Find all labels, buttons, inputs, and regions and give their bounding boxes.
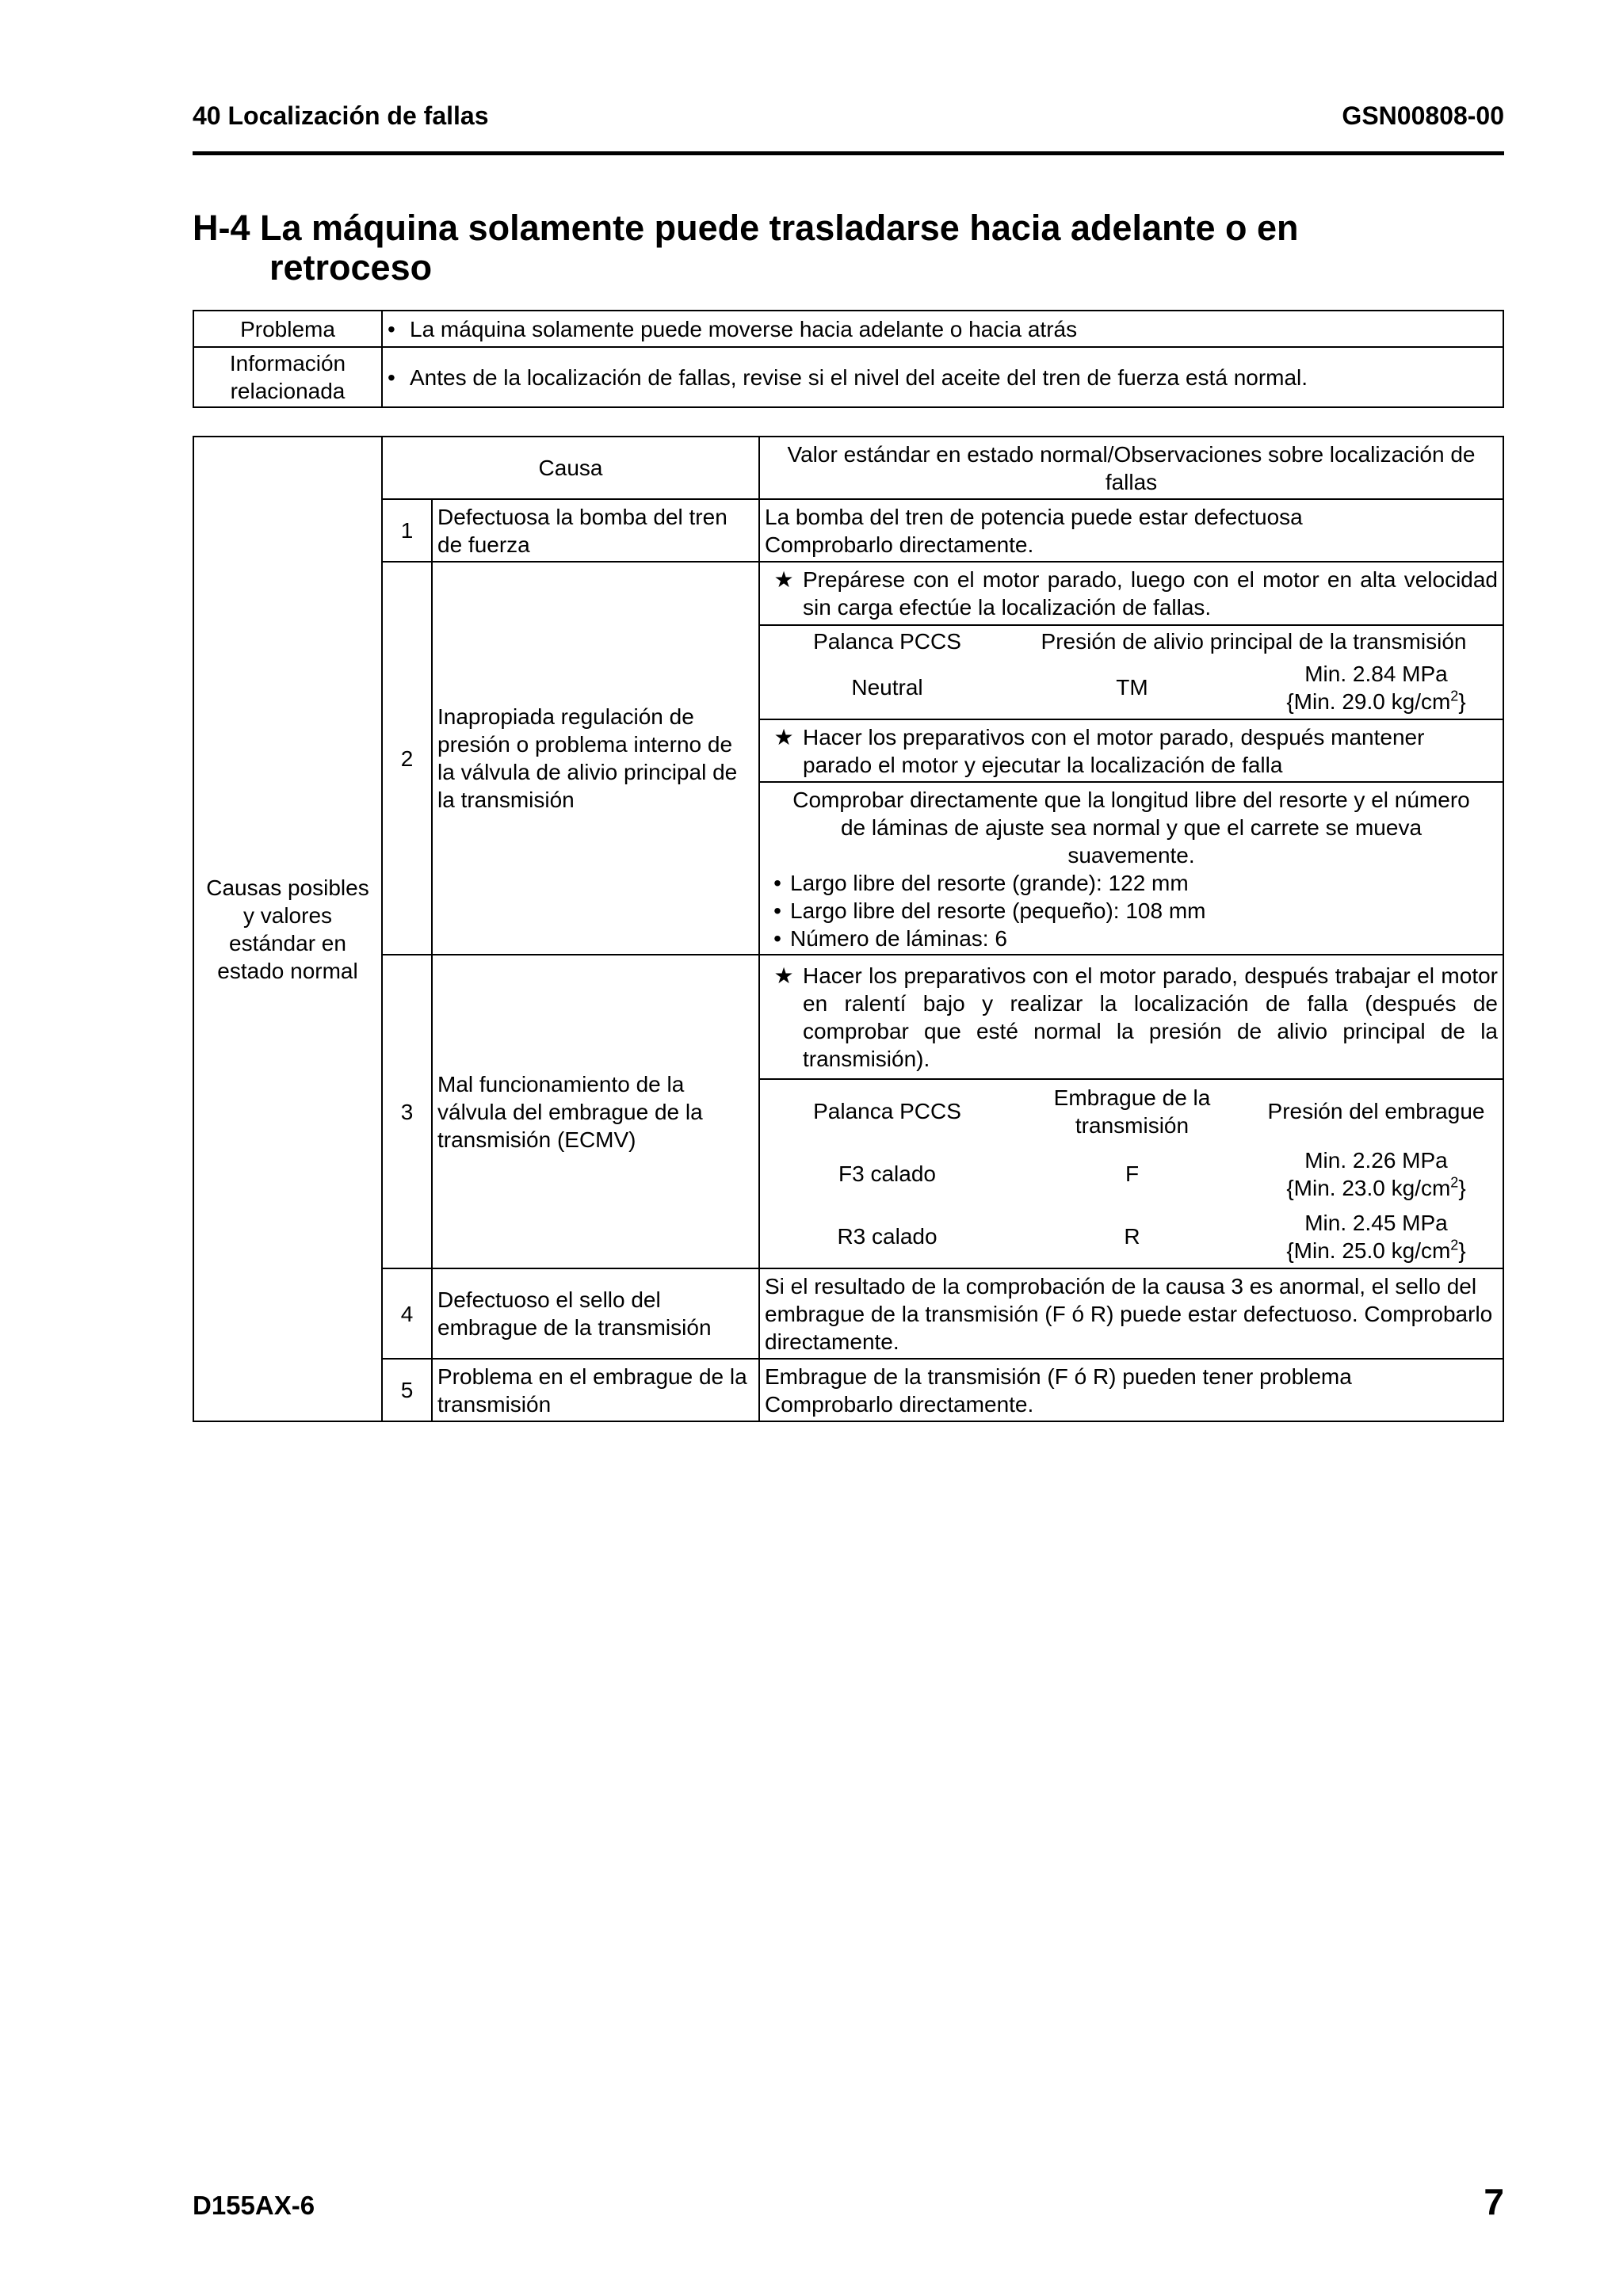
list-item-text: Número de láminas: 6 bbox=[790, 926, 1007, 951]
table-row bbox=[193, 499, 1503, 562]
pressure-subtable-cell bbox=[759, 625, 1503, 719]
info-cell bbox=[382, 347, 1503, 407]
bullet: • bbox=[773, 871, 781, 895]
note-text: Hacer los preparativos con el motor parado, después trabajar el motor en ralentí bajo y realizar la localización de falla (después de comprobar que esté normal la presión de alivio principal de la transmisión). bbox=[803, 963, 1498, 1071]
standard-cell: Si el resultado de la comprobación de la causa 3 es anormal, el sello del embrague de la transmisión (F ó R) puede estar defectuoso. Comprobarlo directamente. bbox=[759, 1268, 1503, 1359]
superscript: 2 bbox=[1450, 1237, 1459, 1253]
info-label: Información relacionada bbox=[193, 347, 382, 407]
standard-note bbox=[759, 955, 1503, 1079]
sub-header: Presión de alivio principal de la transmisión bbox=[1041, 628, 1467, 654]
page-title bbox=[193, 208, 1504, 288]
pressure-kgcm2-text: {Min. 25.0 kg/cm bbox=[1286, 1238, 1451, 1263]
cause-text: Defectuosa la bomba del tren de fuerza bbox=[432, 499, 759, 562]
standard-line: La bomba del tren de potencia puede estar defectuosa bbox=[765, 504, 1303, 529]
pressure-subtable-cell bbox=[759, 1079, 1503, 1268]
title-line-1: H-4 La máquina solamente puede trasladarse hacia adelante o en bbox=[193, 208, 1299, 248]
check-text: Comprobar directamente que la longitud libre del resorte y el número de láminas de ajuste sea normal y que el carrete se mueva suavemente. bbox=[792, 788, 1470, 868]
info-text: Antes de la localización de fallas, revise si el nivel del aceite del tren de fuerza está normal. bbox=[410, 364, 1308, 390]
pressure-kgcm2 bbox=[1254, 1237, 1498, 1264]
star-icon: ★ bbox=[773, 724, 794, 749]
table-row bbox=[193, 562, 1503, 625]
standard-cell bbox=[759, 1359, 1503, 1421]
note-text: Hacer los preparativos con el motor parado, después mantener parado el motor y ejecutar la localización de falla bbox=[803, 724, 1425, 777]
standard-check bbox=[759, 782, 1503, 955]
sub-header: Palanca PCCS bbox=[813, 1099, 961, 1123]
sub-header-row bbox=[765, 626, 1498, 656]
info-row bbox=[193, 347, 1503, 407]
title-line-2: retroceso bbox=[269, 247, 433, 288]
table-row bbox=[193, 955, 1503, 1079]
table-row bbox=[193, 1359, 1503, 1421]
problem-label: Problema bbox=[193, 311, 382, 347]
sub-cell: R3 calado bbox=[837, 1224, 938, 1249]
bullet: • bbox=[773, 898, 781, 923]
problem-text: La máquina solamente puede moverse hacia adelante o hacia atrás bbox=[410, 316, 1078, 341]
sub-cell: TM bbox=[1116, 675, 1148, 700]
brace: } bbox=[1458, 1238, 1466, 1263]
sub-header: Palanca PCCS bbox=[813, 628, 961, 654]
list-item-text: Largo libre del resorte (grande): 122 mm bbox=[790, 871, 1189, 895]
cause-number: 2 bbox=[382, 562, 432, 955]
pressure-mpa: Min. 2.84 MPa bbox=[1304, 661, 1448, 686]
page-number: 7 bbox=[1484, 2181, 1504, 2222]
main-relief-subtable bbox=[765, 626, 1498, 719]
pressure-kgcm2-text: {Min. 23.0 kg/cm bbox=[1286, 1175, 1451, 1200]
cause-number: 4 bbox=[382, 1268, 432, 1359]
cause-text: Mal funcionamiento de la válvula del embrague de la transmisión (ECMV) bbox=[432, 955, 759, 1268]
superscript: 2 bbox=[1450, 688, 1459, 704]
page-header bbox=[193, 101, 1504, 136]
table-row bbox=[193, 1268, 1503, 1359]
sub-cell bbox=[1254, 1205, 1498, 1268]
sub-header: Embrague de la transmisión bbox=[1053, 1085, 1211, 1138]
star-icon: ★ bbox=[773, 963, 794, 988]
sub-cell: F bbox=[1125, 1161, 1140, 1186]
causes-header-row bbox=[193, 437, 1503, 499]
brace: } bbox=[1458, 688, 1466, 714]
sub-cell: R bbox=[1124, 1224, 1140, 1249]
clutch-pressure-subtable bbox=[765, 1080, 1498, 1268]
standard-note bbox=[759, 719, 1503, 782]
standard-line: Comprobarlo directamente. bbox=[765, 1391, 1034, 1417]
brace: } bbox=[1458, 1175, 1466, 1200]
col-cause-header: Causa bbox=[382, 437, 759, 499]
pressure-kgcm2 bbox=[1254, 1174, 1498, 1202]
causes-table bbox=[193, 436, 1504, 1422]
list-item bbox=[765, 925, 1498, 952]
note-text: Prepárese con el motor parado, luego con el motor en alta velocidad sin carga efectúe la localización de fallas. bbox=[803, 567, 1498, 620]
header-rule bbox=[193, 151, 1504, 155]
sub-cell bbox=[1254, 656, 1498, 719]
bullet: • bbox=[773, 926, 781, 951]
cause-text: Defectuoso el sello del embrague de la transmisión bbox=[432, 1268, 759, 1359]
star-icon: ★ bbox=[773, 567, 794, 592]
standard-line: Comprobarlo directamente. bbox=[765, 532, 1034, 557]
standard-line: Embrague de la transmisión (F ó R) pueden tener problema bbox=[765, 1363, 1352, 1389]
sub-cell: F3 calado bbox=[838, 1161, 936, 1186]
sub-cell bbox=[1254, 1142, 1498, 1205]
cause-number: 3 bbox=[382, 955, 432, 1268]
problem-cell bbox=[382, 311, 1503, 347]
cause-text: Problema en el embrague de la transmisión bbox=[432, 1359, 759, 1421]
standard-note bbox=[759, 562, 1503, 625]
document-code: GSN00808-00 bbox=[1342, 101, 1504, 130]
sub-header-row bbox=[765, 1080, 1498, 1142]
cause-number: 1 bbox=[382, 499, 432, 562]
pressure-kgcm2-text: {Min. 29.0 kg/cm bbox=[1286, 688, 1451, 714]
pressure-mpa: Min. 2.45 MPa bbox=[1304, 1210, 1448, 1235]
superscript: 2 bbox=[1450, 1174, 1459, 1191]
list-item bbox=[765, 869, 1498, 897]
cause-text: Inapropiada regulación de presión o problema interno de la válvula de alivio principal de la transmisión bbox=[432, 562, 759, 955]
side-label: Causas posibles y valores estándar en estado normal bbox=[193, 437, 382, 1421]
pressure-kgcm2 bbox=[1254, 688, 1498, 715]
summary-table bbox=[193, 310, 1504, 408]
bullet: • bbox=[388, 364, 395, 390]
problem-row bbox=[193, 311, 1503, 347]
sub-header: Presión del embrague bbox=[1267, 1099, 1485, 1123]
pressure-mpa: Min. 2.26 MPa bbox=[1304, 1147, 1448, 1173]
sub-row bbox=[765, 656, 1498, 719]
sub-row bbox=[765, 1142, 1498, 1205]
standard-cell bbox=[759, 499, 1503, 562]
model-code: D155AX-6 bbox=[193, 2191, 315, 2220]
list-item-text: Largo libre del resorte (pequeño): 108 mm bbox=[790, 898, 1206, 923]
bullet: • bbox=[388, 316, 395, 341]
section-title: 40 Localización de fallas bbox=[193, 101, 489, 130]
list-item bbox=[765, 897, 1498, 925]
col-standard-header: Valor estándar en estado normal/Observaciones sobre localización de fallas bbox=[759, 437, 1503, 499]
sub-row bbox=[765, 1205, 1498, 1268]
sub-cell: Neutral bbox=[851, 675, 923, 700]
cause-number: 5 bbox=[382, 1359, 432, 1421]
